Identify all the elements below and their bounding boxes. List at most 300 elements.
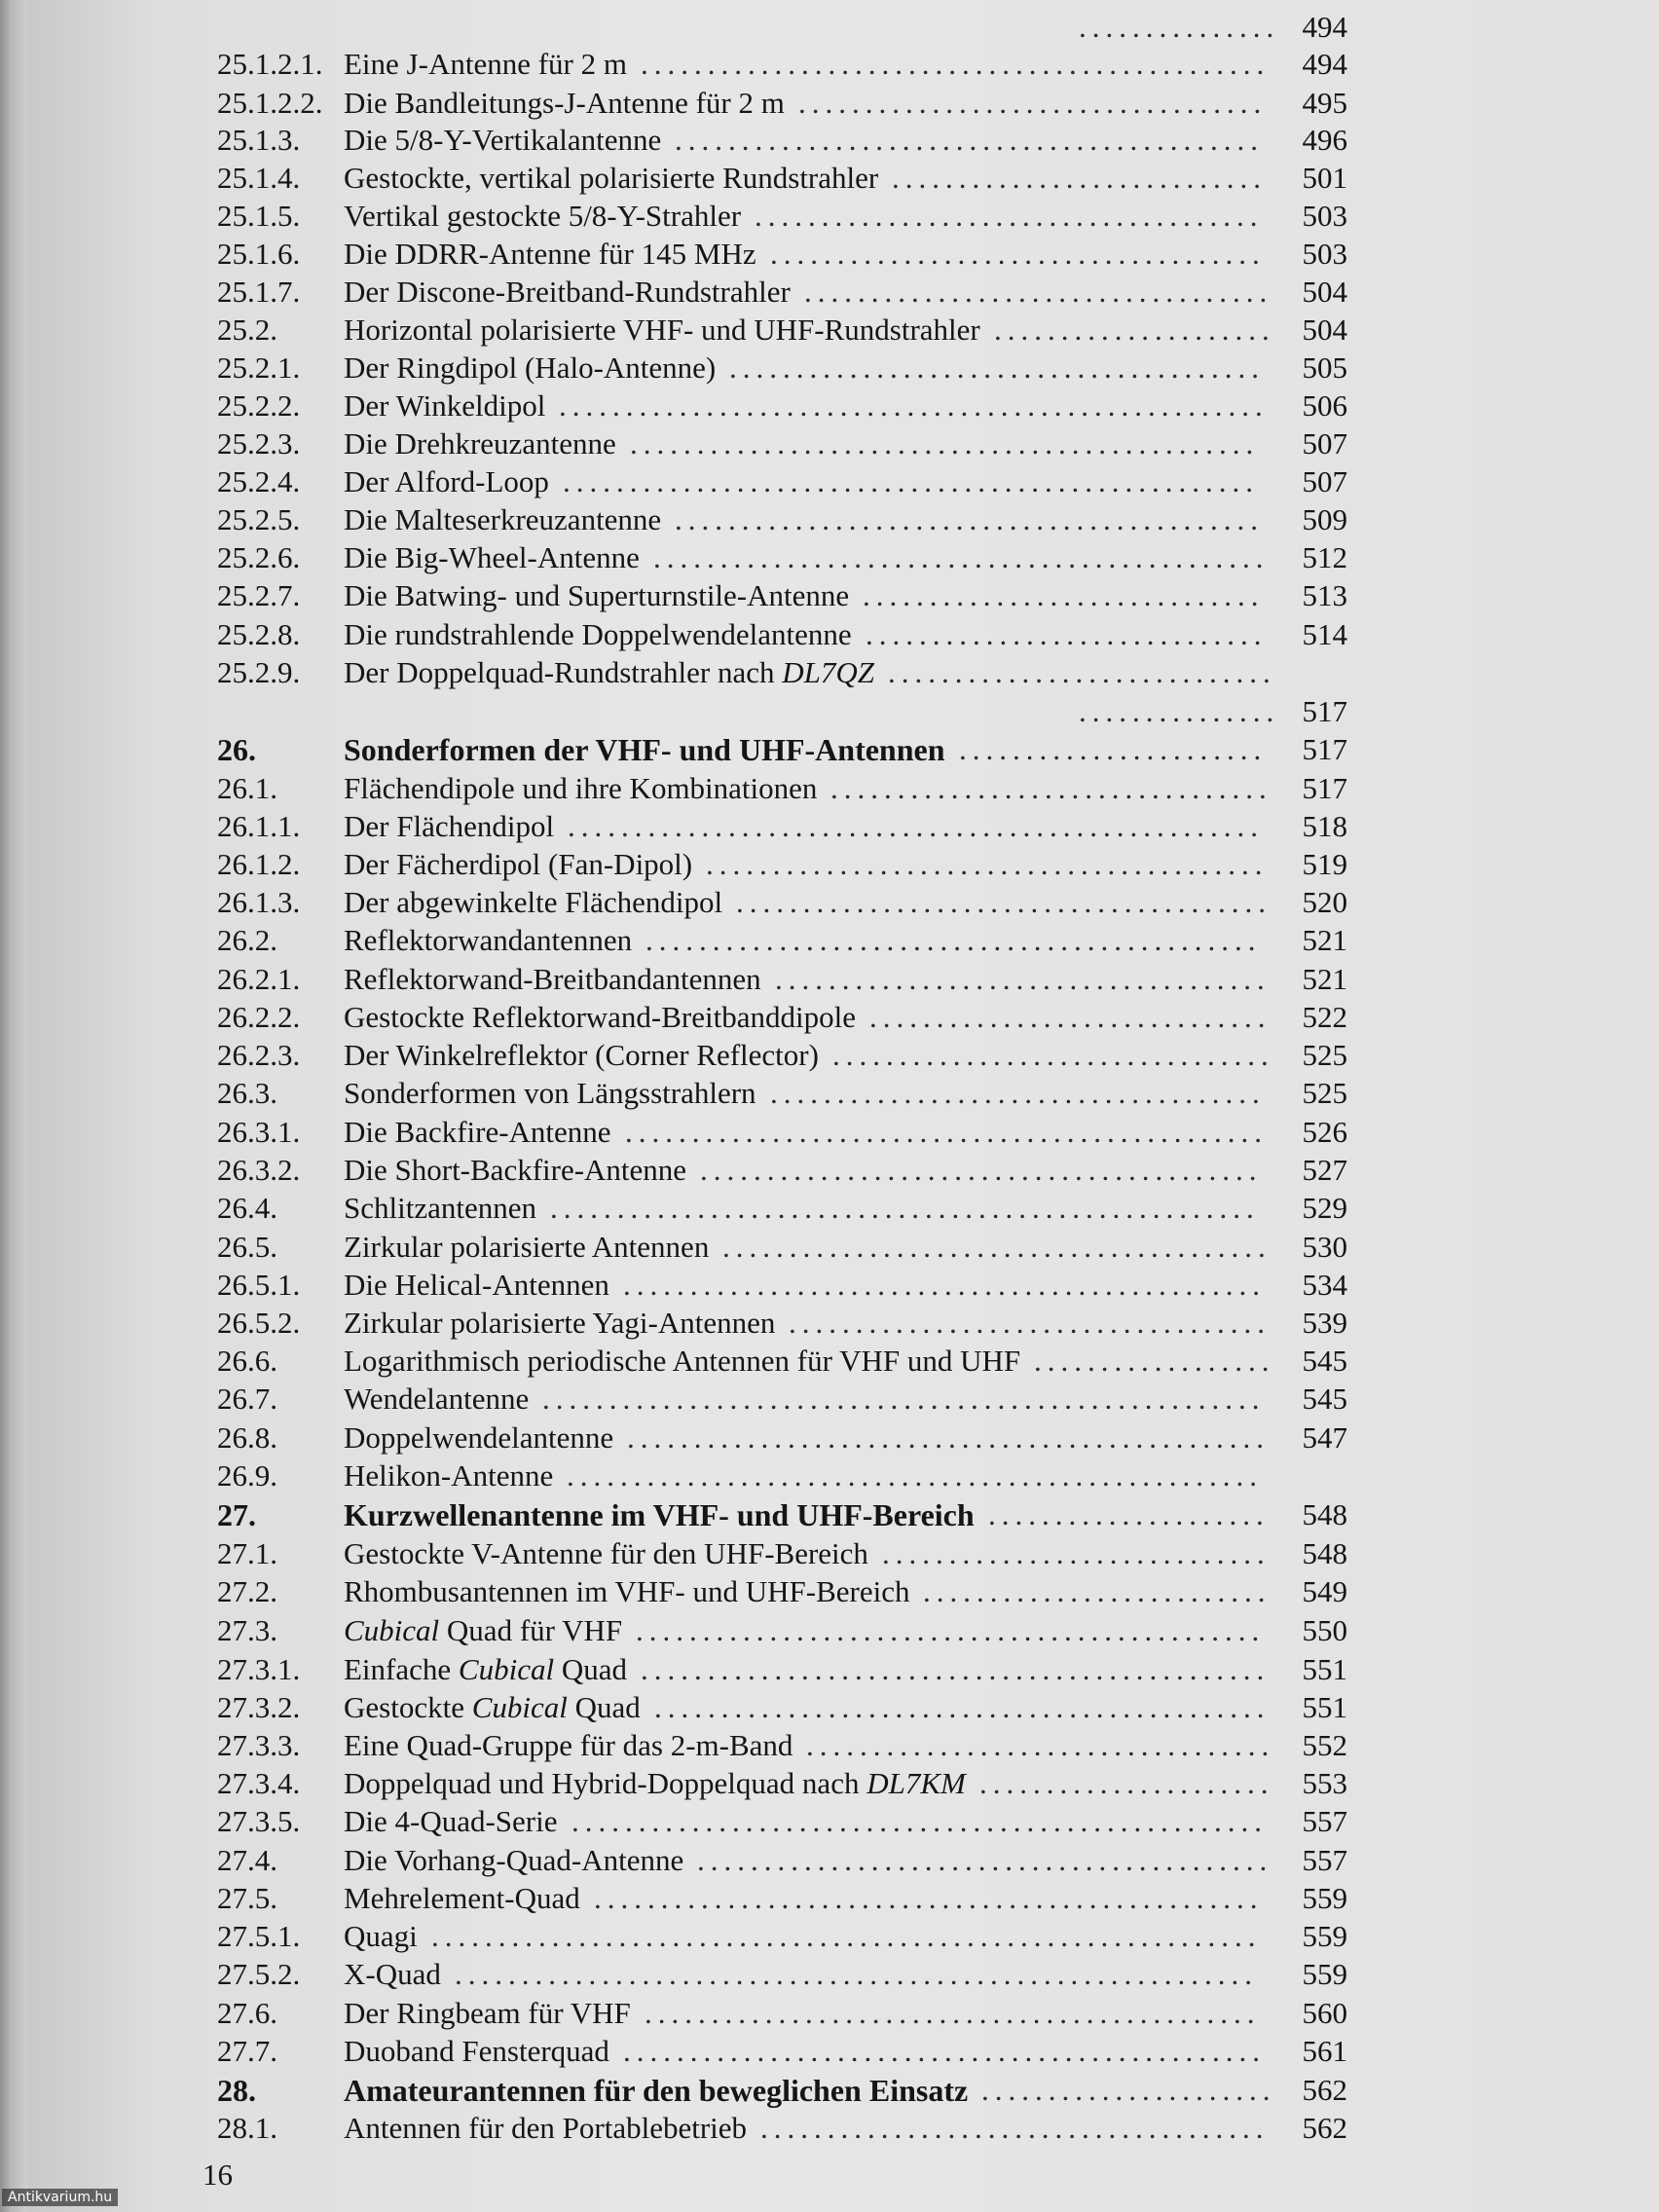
toc-section-number: 25.2.9.: [217, 655, 301, 689]
toc-entry-title: [344, 538, 640, 577]
toc-entry-title: [344, 769, 817, 808]
toc-entry-title: [344, 1456, 553, 1495]
toc-entry-title: [344, 1266, 609, 1305]
toc-entry-row: [27, 45, 1659, 84]
toc-entry-title: [344, 653, 874, 692]
toc-page-number: 507: [1302, 464, 1347, 498]
toc-dot-leader: .....................................: [770, 237, 1266, 271]
toc-title-text: Doppelquad und Hybrid-Doppelquad nach: [344, 1766, 867, 1800]
toc-page-number: 557: [1302, 1804, 1347, 1838]
toc-title-text: Der Doppelquad-Rundstrahler nach: [344, 655, 783, 689]
toc-entry-title: [344, 500, 661, 539]
toc-dot-leader: ....................................................: [571, 1804, 1268, 1838]
toc-title-italic: DL7QZ: [782, 655, 874, 689]
toc-entry-row: [27, 424, 1659, 463]
toc-entry-row: [27, 921, 1659, 960]
toc-dot-leader: .................................: [832, 1038, 1274, 1072]
toc-title-text: Eine J-Antenne für 2 m: [344, 47, 627, 81]
toc-entry-row: [27, 653, 1659, 692]
toc-entry-row: [27, 1419, 1659, 1457]
toc-page-number: 549: [1302, 1574, 1347, 1608]
toc-section-number: 27.6.: [217, 1996, 277, 2030]
toc-section-number: 27.3.2.: [217, 1690, 301, 1724]
toc-entry-title: [344, 1688, 641, 1727]
toc-entry-row: [27, 1266, 1659, 1305]
toc-entry-row: [27, 387, 1659, 425]
toc-entry-row: [27, 84, 1659, 123]
toc-section-number: 25.2.: [217, 313, 277, 347]
toc-entry-row: [27, 1036, 1659, 1075]
toc-title-text: Der Winkeldipol: [344, 388, 546, 423]
toc-entry-title: [344, 349, 716, 387]
toc-section-number: 28.: [217, 2073, 256, 2108]
toc-page-number: 548: [1302, 1497, 1347, 1531]
toc-page-number: 527: [1302, 1153, 1347, 1187]
toc-entry-row: [27, 576, 1659, 615]
toc-entry-row: [27, 159, 1659, 198]
toc-section-number: 27.3.: [217, 1613, 277, 1647]
toc-section-number: 25.2.8.: [217, 617, 301, 651]
toc-entry-title: [344, 1380, 529, 1419]
toc-dot-leader: ...........................................: [697, 1843, 1273, 1877]
toc-title-text: Sonderformen von Längsstrahlern: [344, 1076, 756, 1110]
toc-title-italic: Cubical: [458, 1652, 555, 1686]
toc-dot-leader: .............................: [888, 655, 1276, 689]
toc-dot-leader: ..................: [1034, 1344, 1275, 1378]
toc-section-number: 25.1.2.2.: [217, 86, 323, 120]
toc-page-number: 559: [1302, 1881, 1347, 1915]
toc-section-number: 26.2.3.: [217, 1038, 301, 1072]
toc-chapter-row: [27, 730, 1659, 769]
toc-page-number: 529: [1302, 1191, 1347, 1225]
toc-page-number: 525: [1302, 1076, 1347, 1110]
toc-entry-title: [344, 424, 616, 463]
toc-section-number: 25.2.1.: [217, 350, 301, 385]
toc-entry-title: [344, 1036, 819, 1075]
toc-dot-leader: ............................................: [675, 123, 1264, 157]
toc-page-number: 534: [1302, 1268, 1347, 1302]
toc-dot-leader: .....................: [988, 1497, 1270, 1531]
toc-dot-leader: .................................: [830, 771, 1272, 805]
toc-title-text: Der Winkelreflektor (Corner Reflector): [344, 1038, 819, 1072]
toc-section-number: 26.1.2.: [217, 847, 301, 881]
toc-section-number: 25.2.2.: [217, 388, 301, 423]
toc-page-number: 550: [1302, 1613, 1347, 1647]
toc-title-text: Die Malteserkreuzantenne: [344, 502, 662, 536]
toc-page-number: 503: [1302, 199, 1347, 233]
toc-entry-title: [344, 1534, 868, 1573]
toc-entry-title: [344, 2071, 968, 2110]
toc-dot-leader: ....................................................: [563, 464, 1259, 498]
toc-page-number: 522: [1302, 1000, 1347, 1034]
toc-dot-leader: .........................................: [722, 1230, 1272, 1264]
toc-section-number: 26.2.: [217, 923, 277, 957]
toc-entry-row: [27, 1304, 1659, 1343]
toc-title-text: Der abgewinkelte Flächendipol: [344, 885, 723, 919]
toc-page-number: 504: [1302, 275, 1347, 309]
toc-entry-row: [27, 1534, 1659, 1573]
toc-entry-row: [27, 1955, 1659, 1994]
page-number: 16: [203, 2157, 233, 2192]
toc-entry-title: [344, 235, 756, 274]
toc-entry-row: [27, 1879, 1659, 1918]
toc-section-number: 26.3.2.: [217, 1153, 301, 1187]
toc-entry-title: [344, 1879, 580, 1918]
toc-title-text: Der Discone-Breitband-Rundstrahler: [344, 275, 791, 309]
toc-page-number: 518: [1302, 809, 1347, 843]
toc-entry-title: [344, 273, 791, 312]
toc-title-text: Amateurantennen für den beweglichen Einsatz: [344, 2073, 969, 2108]
toc-dot-leader: ............................................: [675, 502, 1264, 536]
toc-page-number: 521: [1302, 923, 1347, 957]
toc-section-number: 26.4.: [217, 1191, 277, 1225]
toc-entry-title: [344, 883, 722, 922]
toc-dot-leader: ................................................: [623, 1268, 1266, 1302]
toc-title-text: Doppelwendelantenne: [344, 1420, 614, 1455]
toc-dot-leader: ..............................................: [645, 1996, 1261, 2030]
toc-page-number: 501: [1302, 161, 1347, 195]
toc-dot-leader: ....................................: [789, 1306, 1271, 1340]
toc-entry-row: [27, 1113, 1659, 1152]
toc-dot-leader: ......................................................: [542, 1382, 1266, 1416]
toc-entry-title: [344, 1113, 611, 1152]
toc-title-text: Helikon-Antenne: [344, 1458, 554, 1493]
toc-page-number: 517: [1302, 771, 1347, 805]
toc-entry-row: [27, 1151, 1659, 1190]
toc-entry-title: [344, 1994, 631, 2033]
toc-title-text: Der Alford-Loop: [344, 464, 549, 498]
toc-dot-leader: ...................................: [798, 86, 1268, 120]
toc-page-number: 526: [1302, 1115, 1347, 1149]
toc-entry-title: [344, 2109, 747, 2148]
toc-page-number: 553: [1302, 1766, 1347, 1800]
toc-page-number: 559: [1302, 1919, 1347, 1953]
toc-page-number: 517: [1302, 694, 1347, 728]
toc-dot-leader: .....................................: [775, 962, 1271, 996]
toc-title-text: Eine Quad-Gruppe für das 2-m-Band: [344, 1728, 793, 1762]
toc-title-italic: Cubical: [344, 1613, 440, 1647]
toc-entry-row: [27, 1228, 1659, 1267]
toc-entry-title: [344, 45, 627, 84]
toc-title-text: Zirkular polarisierte Antennen: [344, 1230, 710, 1264]
toc-dot-leader: ..............................................: [654, 1690, 1271, 1724]
toc-entry-row: [27, 960, 1659, 999]
toc-entry-row: [27, 1688, 1659, 1727]
toc-entry-row: [27, 1074, 1659, 1113]
toc-title-text: Reflektorwandantennen: [344, 923, 633, 957]
toc-entry-title: [344, 1419, 613, 1457]
toc-title-text: Die Drehkreuzantenne: [344, 426, 616, 461]
toc-title-text: Der Ringdipol (Halo-Antenne): [344, 350, 717, 385]
toc-title-text: Antennen für den Portablebetrieb: [344, 2111, 748, 2145]
toc-page-number: 557: [1302, 1843, 1347, 1877]
toc-section-number: 26.2.2.: [217, 1000, 301, 1034]
toc-page-number: 512: [1302, 540, 1347, 574]
toc-entry-title: [344, 615, 852, 654]
toc-title-text: Gestockte, vertikal polarisierte Rundstrahler: [344, 161, 879, 195]
toc-title-text: Quad für VHF: [439, 1613, 623, 1647]
toc-dot-leader: ...............: [1079, 10, 1280, 44]
toc-section-number: 25.1.2.1.: [217, 47, 323, 81]
toc-page-number: 548: [1302, 1536, 1347, 1570]
toc-entry-title: [344, 159, 878, 198]
toc-entry-title: [344, 1726, 793, 1765]
toc-section-number: 26.5.: [217, 1230, 277, 1264]
toc-section-number: 25.1.7.: [217, 275, 301, 309]
toc-dot-leader: ..................................................: [594, 1881, 1264, 1915]
toc-entry-row: [27, 615, 1659, 654]
toc-section-number: 26.7.: [217, 1382, 277, 1416]
toc-entry-row: [27, 8, 1659, 47]
toc-entry-row: [27, 1841, 1659, 1880]
toc-page-number: 559: [1302, 1957, 1347, 1991]
toc-title-text: X-Quad: [344, 1957, 441, 1991]
toc-entry-title: [344, 121, 661, 160]
toc-dot-leader: ...................................: [804, 275, 1273, 309]
toc-section-number: 27.5.: [217, 1881, 277, 1915]
toc-page-number: 552: [1302, 1728, 1347, 1762]
toc-dot-leader: .............................: [882, 1536, 1271, 1570]
toc-dot-leader: ........................................: [736, 885, 1272, 919]
toc-title-tail: Quad: [554, 1652, 627, 1686]
toc-title-text: Die Backfire-Antenne: [344, 1115, 611, 1149]
toc-dot-leader: ....................................................: [568, 809, 1264, 843]
toc-dot-leader: .......................: [959, 732, 1268, 766]
toc-entry-title: [344, 921, 632, 960]
toc-page-number: 514: [1302, 617, 1347, 651]
toc-entry-title: [344, 1304, 775, 1343]
toc-entry-title: [344, 1074, 756, 1113]
toc-section-number: 25.2.5.: [217, 502, 301, 536]
toc-entry-title: [344, 1228, 709, 1267]
toc-section-number: 26.: [217, 732, 256, 767]
toc-title-text: Zirkular polarisierte Yagi-Antennen: [344, 1306, 776, 1340]
toc-entry-row: [27, 998, 1659, 1037]
toc-page-number: 505: [1302, 350, 1347, 385]
toc-entry-title: [344, 387, 545, 425]
toc-page-number: 547: [1302, 1420, 1347, 1455]
toc-entry-row: [27, 1380, 1659, 1419]
toc-section-number: 25.1.3.: [217, 123, 301, 157]
toc-entry-row: [27, 1802, 1659, 1841]
toc-dot-leader: ....................................................: [567, 1458, 1263, 1493]
toc-entry-title: [344, 730, 945, 769]
toc-page-number: 509: [1302, 502, 1347, 536]
toc-dot-leader: ........................................: [729, 350, 1265, 385]
toc-entry-row: [27, 538, 1659, 577]
toc-entry-row: [27, 692, 1659, 731]
toc-dot-leader: ................................................: [627, 1420, 1270, 1455]
toc-entry-row: [27, 1342, 1659, 1381]
toc-title-text: Reflektorwand-Breitbandantennen: [344, 962, 761, 996]
toc-title-text: Logarithmisch periodische Antennen für VHF und UHF: [344, 1344, 1021, 1378]
toc-title-text: Die rundstrahlende Doppelwendelantenne: [344, 617, 852, 651]
toc-entry-row: [27, 1650, 1659, 1689]
toc-page-number: 496: [1302, 123, 1347, 157]
toc-chapter-row: [27, 2071, 1659, 2110]
toc-section-number: 26.8.: [217, 1420, 277, 1455]
toc-title-text: Die 4-Quad-Serie: [344, 1804, 558, 1838]
watermark: Antikvarium.hu: [2, 2189, 118, 2206]
toc-page-number: 506: [1302, 388, 1347, 423]
toc-title-text: Gestockte V-Antenne für den UHF-Bereich: [344, 1536, 868, 1570]
toc-entry-title: [344, 1151, 686, 1190]
toc-dot-leader: ...............................................: [641, 47, 1271, 81]
toc-entry-title: [344, 1917, 418, 1956]
toc-dot-leader: ...............................................: [630, 426, 1260, 461]
toc-title-text: Mehrelement-Quad: [344, 1881, 580, 1915]
toc-section-number: 26.9.: [217, 1458, 277, 1493]
toc-section-number: 27.3.1.: [217, 1652, 301, 1686]
toc-dot-leader: .....................................................: [550, 1191, 1260, 1225]
toc-dot-leader: ................................................: [623, 2034, 1266, 2068]
toc-section-number: 26.1.: [217, 771, 277, 805]
toc-entry-row: [27, 1572, 1659, 1611]
toc-section-number: 26.1.1.: [217, 809, 301, 843]
toc-title-text: Die Big-Wheel-Antenne: [344, 540, 640, 574]
toc-title-text: Gestockte Reflektorwand-Breitbanddipole: [344, 1000, 856, 1034]
toc-page-number: 513: [1302, 578, 1347, 612]
toc-entry-row: [27, 1917, 1659, 1956]
toc-dot-leader: ......................................: [755, 199, 1264, 233]
toc-section-number: 26.5.1.: [217, 1268, 301, 1302]
toc-dot-leader: ............................: [892, 161, 1267, 195]
toc-entry-title: [344, 1764, 966, 1803]
toc-section-number: 25.1.6.: [217, 237, 301, 271]
toc-section-number: 27.4.: [217, 1843, 277, 1877]
toc-entry-title: [344, 1650, 627, 1689]
toc-section-number: 25.2.7.: [217, 578, 301, 612]
toc-section-number: 26.2.1.: [217, 962, 301, 996]
toc-section-number: 25.1.5.: [217, 199, 301, 233]
toc-page-number: 562: [1302, 2073, 1347, 2107]
toc-page-number: 539: [1302, 1306, 1347, 1340]
toc-entry-row: [27, 883, 1659, 922]
toc-entry-title: [344, 1189, 536, 1228]
toc-title-text: Wendelantenne: [344, 1382, 530, 1416]
book-page: [27, 0, 1659, 2212]
toc-dot-leader: ..............................: [866, 617, 1268, 651]
toc-dot-leader: ...............................................: [636, 1613, 1266, 1647]
toc-title-text: Der Ringbeam für VHF: [344, 1996, 631, 2030]
toc-page-number: 494: [1302, 10, 1347, 44]
toc-entry-title: [344, 807, 554, 846]
toc-section-number: 27.5.2.: [217, 1957, 301, 1991]
toc-page-number: 504: [1302, 313, 1347, 347]
toc-entry-title: [344, 197, 741, 236]
toc-dot-leader: ..............................: [863, 578, 1265, 612]
toc-entry-title: [344, 1841, 683, 1880]
toc-dot-leader: ...............................................: [641, 1652, 1271, 1686]
toc-page-number: 520: [1302, 885, 1347, 919]
toc-section-number: 25.2.3.: [217, 426, 301, 461]
toc-title-text: Horizontal polarisierte VHF- und UHF-Rundstrahler: [344, 313, 980, 347]
toc-title-text: Quagi: [344, 1919, 418, 1953]
toc-page-number: 519: [1302, 847, 1347, 881]
toc-entry-title: [344, 576, 849, 615]
toc-dot-leader: ......................: [981, 2073, 1276, 2107]
toc-entry-row: [27, 349, 1659, 387]
toc-entry-row: [27, 500, 1659, 539]
toc-entry-title: [344, 845, 692, 884]
toc-entry-row: [27, 2109, 1659, 2148]
toc-entry-row: [27, 462, 1659, 501]
toc-entry-title: [344, 84, 785, 123]
toc-title-text: Die 5/8-Y-Vertikalantenne: [344, 123, 662, 157]
toc-dot-leader: ..........................................: [700, 1153, 1263, 1187]
toc-section-number: 26.5.2.: [217, 1306, 301, 1340]
toc-chapter-row: [27, 1495, 1659, 1534]
toc-section-number: 25.2.6.: [217, 540, 301, 574]
toc-page-number: 530: [1302, 1230, 1347, 1264]
toc-entry-title: [344, 1495, 975, 1534]
toc-entry-row: [27, 1456, 1659, 1495]
toc-dot-leader: .....................................: [770, 1076, 1266, 1110]
toc-page-number: 545: [1302, 1382, 1347, 1416]
toc-title-text: Einfache: [344, 1652, 459, 1686]
book-gutter-edge: [0, 0, 27, 2212]
toc-dot-leader: ..............................: [869, 1000, 1272, 1034]
toc-page-number: 495: [1302, 86, 1347, 120]
toc-title-text: Flächendipole und ihre Kombinationen: [344, 771, 818, 805]
toc-section-number: 26.1.3.: [217, 885, 301, 919]
toc-section-number: 26.6.: [217, 1344, 277, 1378]
toc-page-number: 551: [1302, 1690, 1347, 1724]
toc-page-number: 561: [1302, 2034, 1347, 2068]
toc-dot-leader: ..........................: [923, 1574, 1272, 1608]
toc-title-text: Schlitzantennen: [344, 1191, 536, 1225]
toc-section-number: 25.2.4.: [217, 464, 301, 498]
toc-page-number: 560: [1302, 1996, 1347, 2030]
toc-title-tail: Quad: [567, 1690, 641, 1724]
toc-entry-row: [27, 1611, 1659, 1650]
toc-page-number: 517: [1302, 732, 1347, 766]
toc-section-number: 27.2.: [217, 1574, 277, 1608]
toc-dot-leader: ..........................................: [706, 847, 1269, 881]
toc-section-number: 26.3.: [217, 1076, 277, 1110]
toc-title-text: Der Flächendipol: [344, 809, 555, 843]
toc-section-number: 27.1.: [217, 1536, 277, 1570]
toc-dot-leader: ......................................: [760, 2111, 1270, 2145]
toc-title-text: Die Batwing- und Superturnstile-Antenne: [344, 578, 850, 612]
toc-entry-title: [344, 311, 980, 350]
toc-section-number: 27.3.3.: [217, 1728, 301, 1762]
toc-entry-row: [27, 197, 1659, 236]
toc-entry-title: [344, 998, 856, 1037]
toc-page-number: 545: [1302, 1344, 1347, 1378]
toc-entry-title: [344, 1802, 558, 1841]
toc-title-text: Duoband Fensterquad: [344, 2034, 609, 2068]
toc-entry-title: [344, 1955, 441, 1994]
toc-entry-title: [344, 462, 549, 501]
toc-entry-row: [27, 1994, 1659, 2033]
toc-dot-leader: ..............................................................: [431, 1919, 1262, 1953]
toc-title-text: Die DDRR-Antenne für 145 MHz: [344, 237, 756, 271]
toc-entry-title: [344, 1572, 909, 1611]
toc-dot-leader: ......................: [979, 1766, 1274, 1800]
toc-title-text: Die Vorhang-Quad-Antenne: [344, 1843, 684, 1877]
toc-dot-leader: .....................: [994, 313, 1275, 347]
toc-page-number: 503: [1302, 237, 1347, 271]
toc-title-italic: Cubical: [471, 1690, 568, 1724]
toc-entry-title: [344, 2032, 609, 2071]
toc-page-number: 551: [1302, 1652, 1347, 1686]
toc-dot-leader: ................................................: [625, 1115, 1268, 1149]
toc-title-text: Die Helical-Antennen: [344, 1268, 609, 1302]
toc-entry-row: [27, 311, 1659, 350]
toc-entry-row: [27, 845, 1659, 884]
toc-entry-row: [27, 1189, 1659, 1228]
